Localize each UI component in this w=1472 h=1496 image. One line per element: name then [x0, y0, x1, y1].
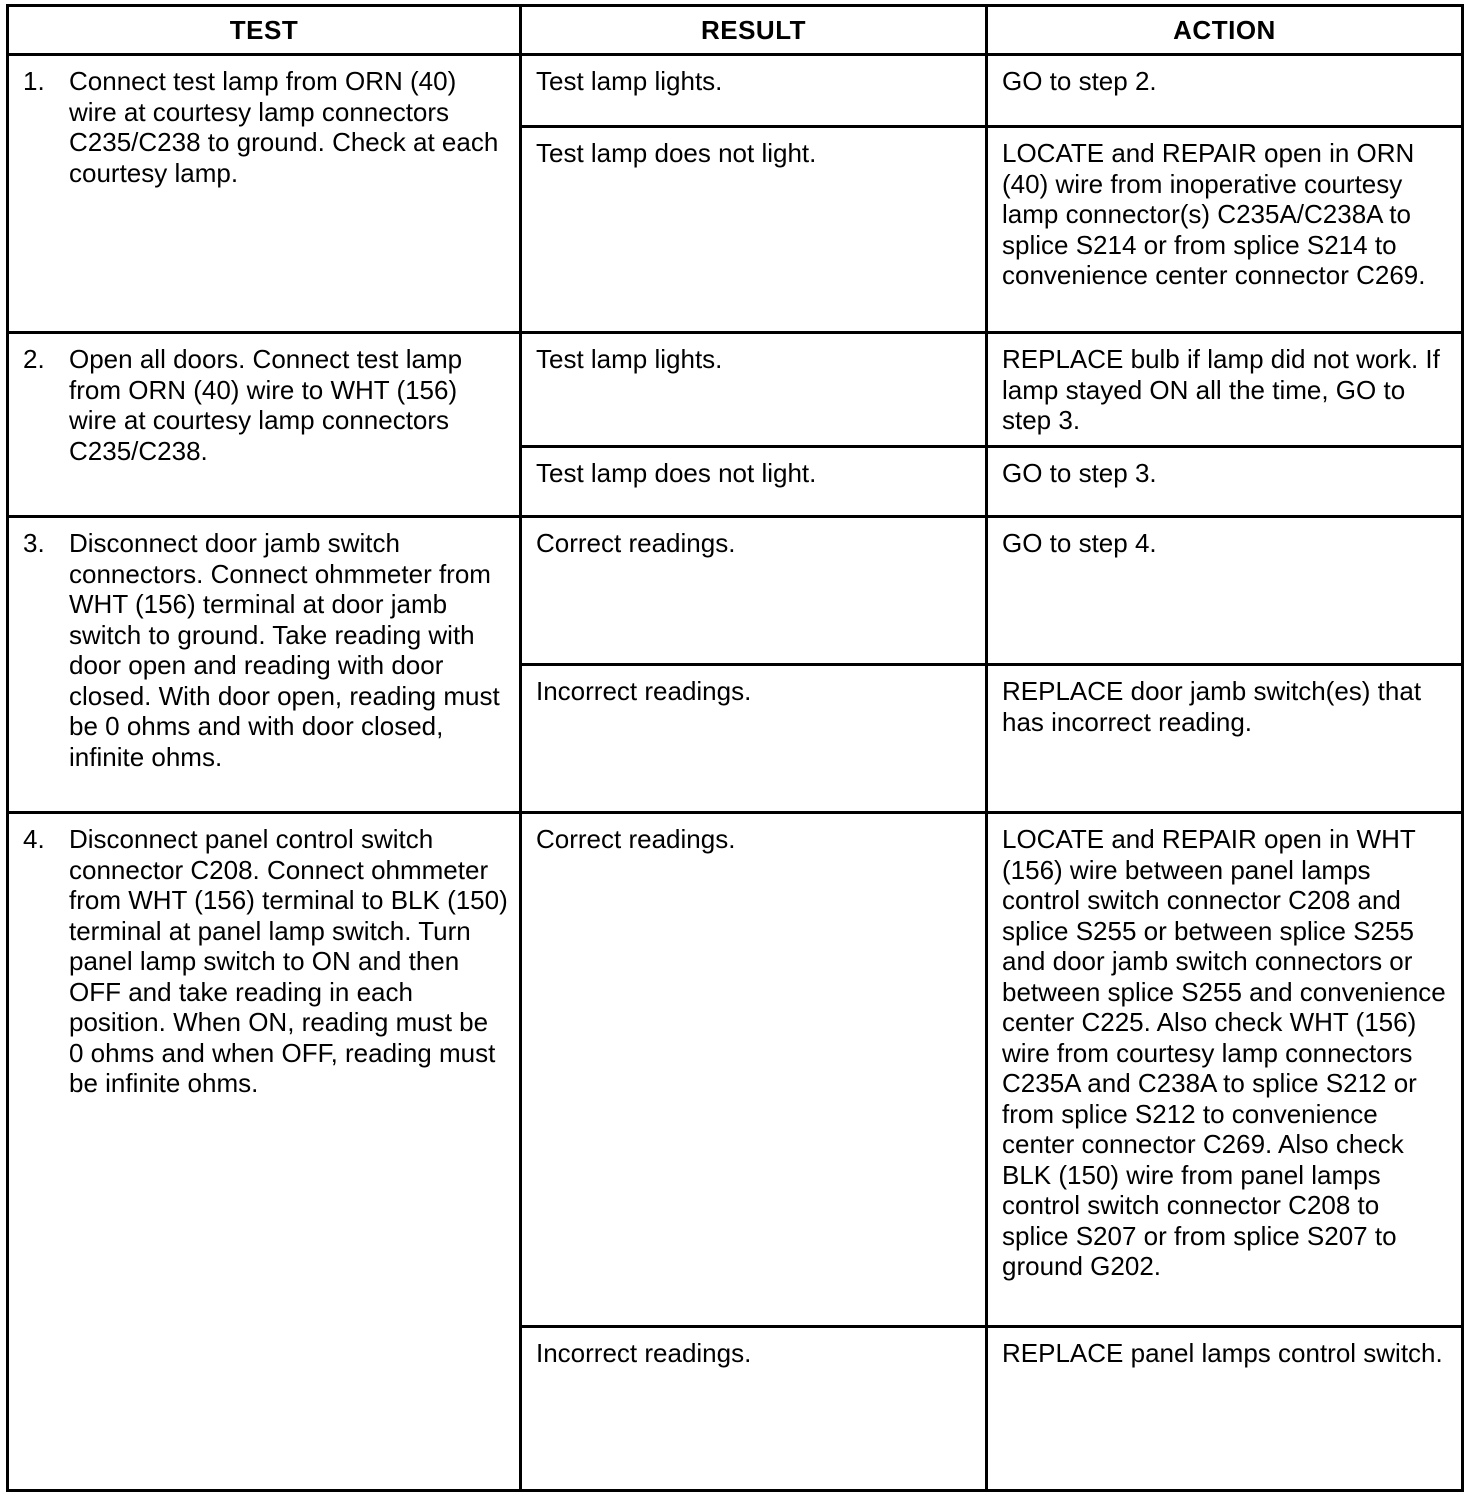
header-test: TEST	[8, 6, 521, 55]
step-test-text: Disconnect panel control switch connector C208. Connect ohmmeter from WHT (156) terminal to BLK (150) terminal at panel lamp switch. Turn panel lamp switch to ON and then OFF and take reading in each position. When ON, reading must be 0 ohms and when OFF, reading must be infinite ohms.	[69, 824, 508, 1098]
table-row	[8, 55, 1463, 127]
result-cell: Correct readings.	[521, 813, 987, 1327]
result-cell: Test lamp lights.	[521, 333, 987, 447]
header-result: RESULT	[521, 6, 987, 55]
step-test-text: Open all doors. Connect test lamp from ORN (40) wire to WHT (156) wire at courtesy lamp connectors C235/C238.	[69, 344, 463, 466]
table-row	[8, 333, 1463, 447]
header-row	[8, 6, 1463, 55]
test-cell-step-4	[8, 813, 521, 1491]
result-cell: Correct readings.	[521, 517, 987, 665]
action-cell: LOCATE and REPAIR open in ORN (40) wire from inoperative courtesy lamp connector(s) C235A/C238A to splice S214 or from splice S214 to convenience center connector C269.	[987, 127, 1463, 333]
table-row	[8, 517, 1463, 665]
action-cell: REPLACE bulb if lamp did not work. If lamp stayed ON all the time, GO to step 3.	[987, 333, 1463, 447]
step-number: 4.	[23, 824, 45, 854]
test-cell-step-1	[8, 55, 521, 333]
result-cell: Incorrect readings.	[521, 1327, 987, 1491]
test-cell-step-2	[8, 333, 521, 517]
step-test-text: Disconnect door jamb switch connectors. Connect ohmmeter from WHT (156) terminal at door jamb switch to ground. Take reading with door open and reading with door closed. With door open, reading must be 0 ohms and with door closed, infinite ohms.	[69, 528, 500, 772]
table-row	[8, 813, 1463, 1327]
step-number: 2.	[23, 344, 45, 374]
action-cell: GO to step 3.	[987, 447, 1463, 517]
step-number: 1.	[23, 66, 45, 96]
result-cell: Test lamp does not light.	[521, 127, 987, 333]
header-action: ACTION	[987, 6, 1463, 55]
action-cell: REPLACE door jamb switch(es) that has incorrect reading.	[987, 665, 1463, 813]
action-cell: REPLACE panel lamps control switch.	[987, 1327, 1463, 1491]
action-cell: LOCATE and REPAIR open in WHT (156) wire between panel lamps control switch connector C208 and splice S255 or between splice S255 and door jamb switch connectors or between splice S255 and convenience center C225. Also check WHT (156) wire from courtesy lamp connectors C235A and C238A to splice S212 or from splice S212 to convenience center connector C269. Also check BLK (150) wire from panel lamps control switch connector C208 to splice S207 or from splice S207 to ground G202.	[987, 813, 1463, 1327]
result-cell: Incorrect readings.	[521, 665, 987, 813]
result-cell: Test lamp does not light.	[521, 447, 987, 517]
action-cell: GO to step 4.	[987, 517, 1463, 665]
diagnostic-table	[6, 4, 1464, 1492]
step-test-text: Connect test lamp from ORN (40) wire at courtesy lamp connectors C235/C238 to ground. Check at each courtesy lamp.	[69, 66, 499, 188]
action-cell: GO to step 2.	[987, 55, 1463, 127]
result-cell: Test lamp lights.	[521, 55, 987, 127]
test-cell-step-3	[8, 517, 521, 813]
step-number: 3.	[23, 528, 45, 558]
